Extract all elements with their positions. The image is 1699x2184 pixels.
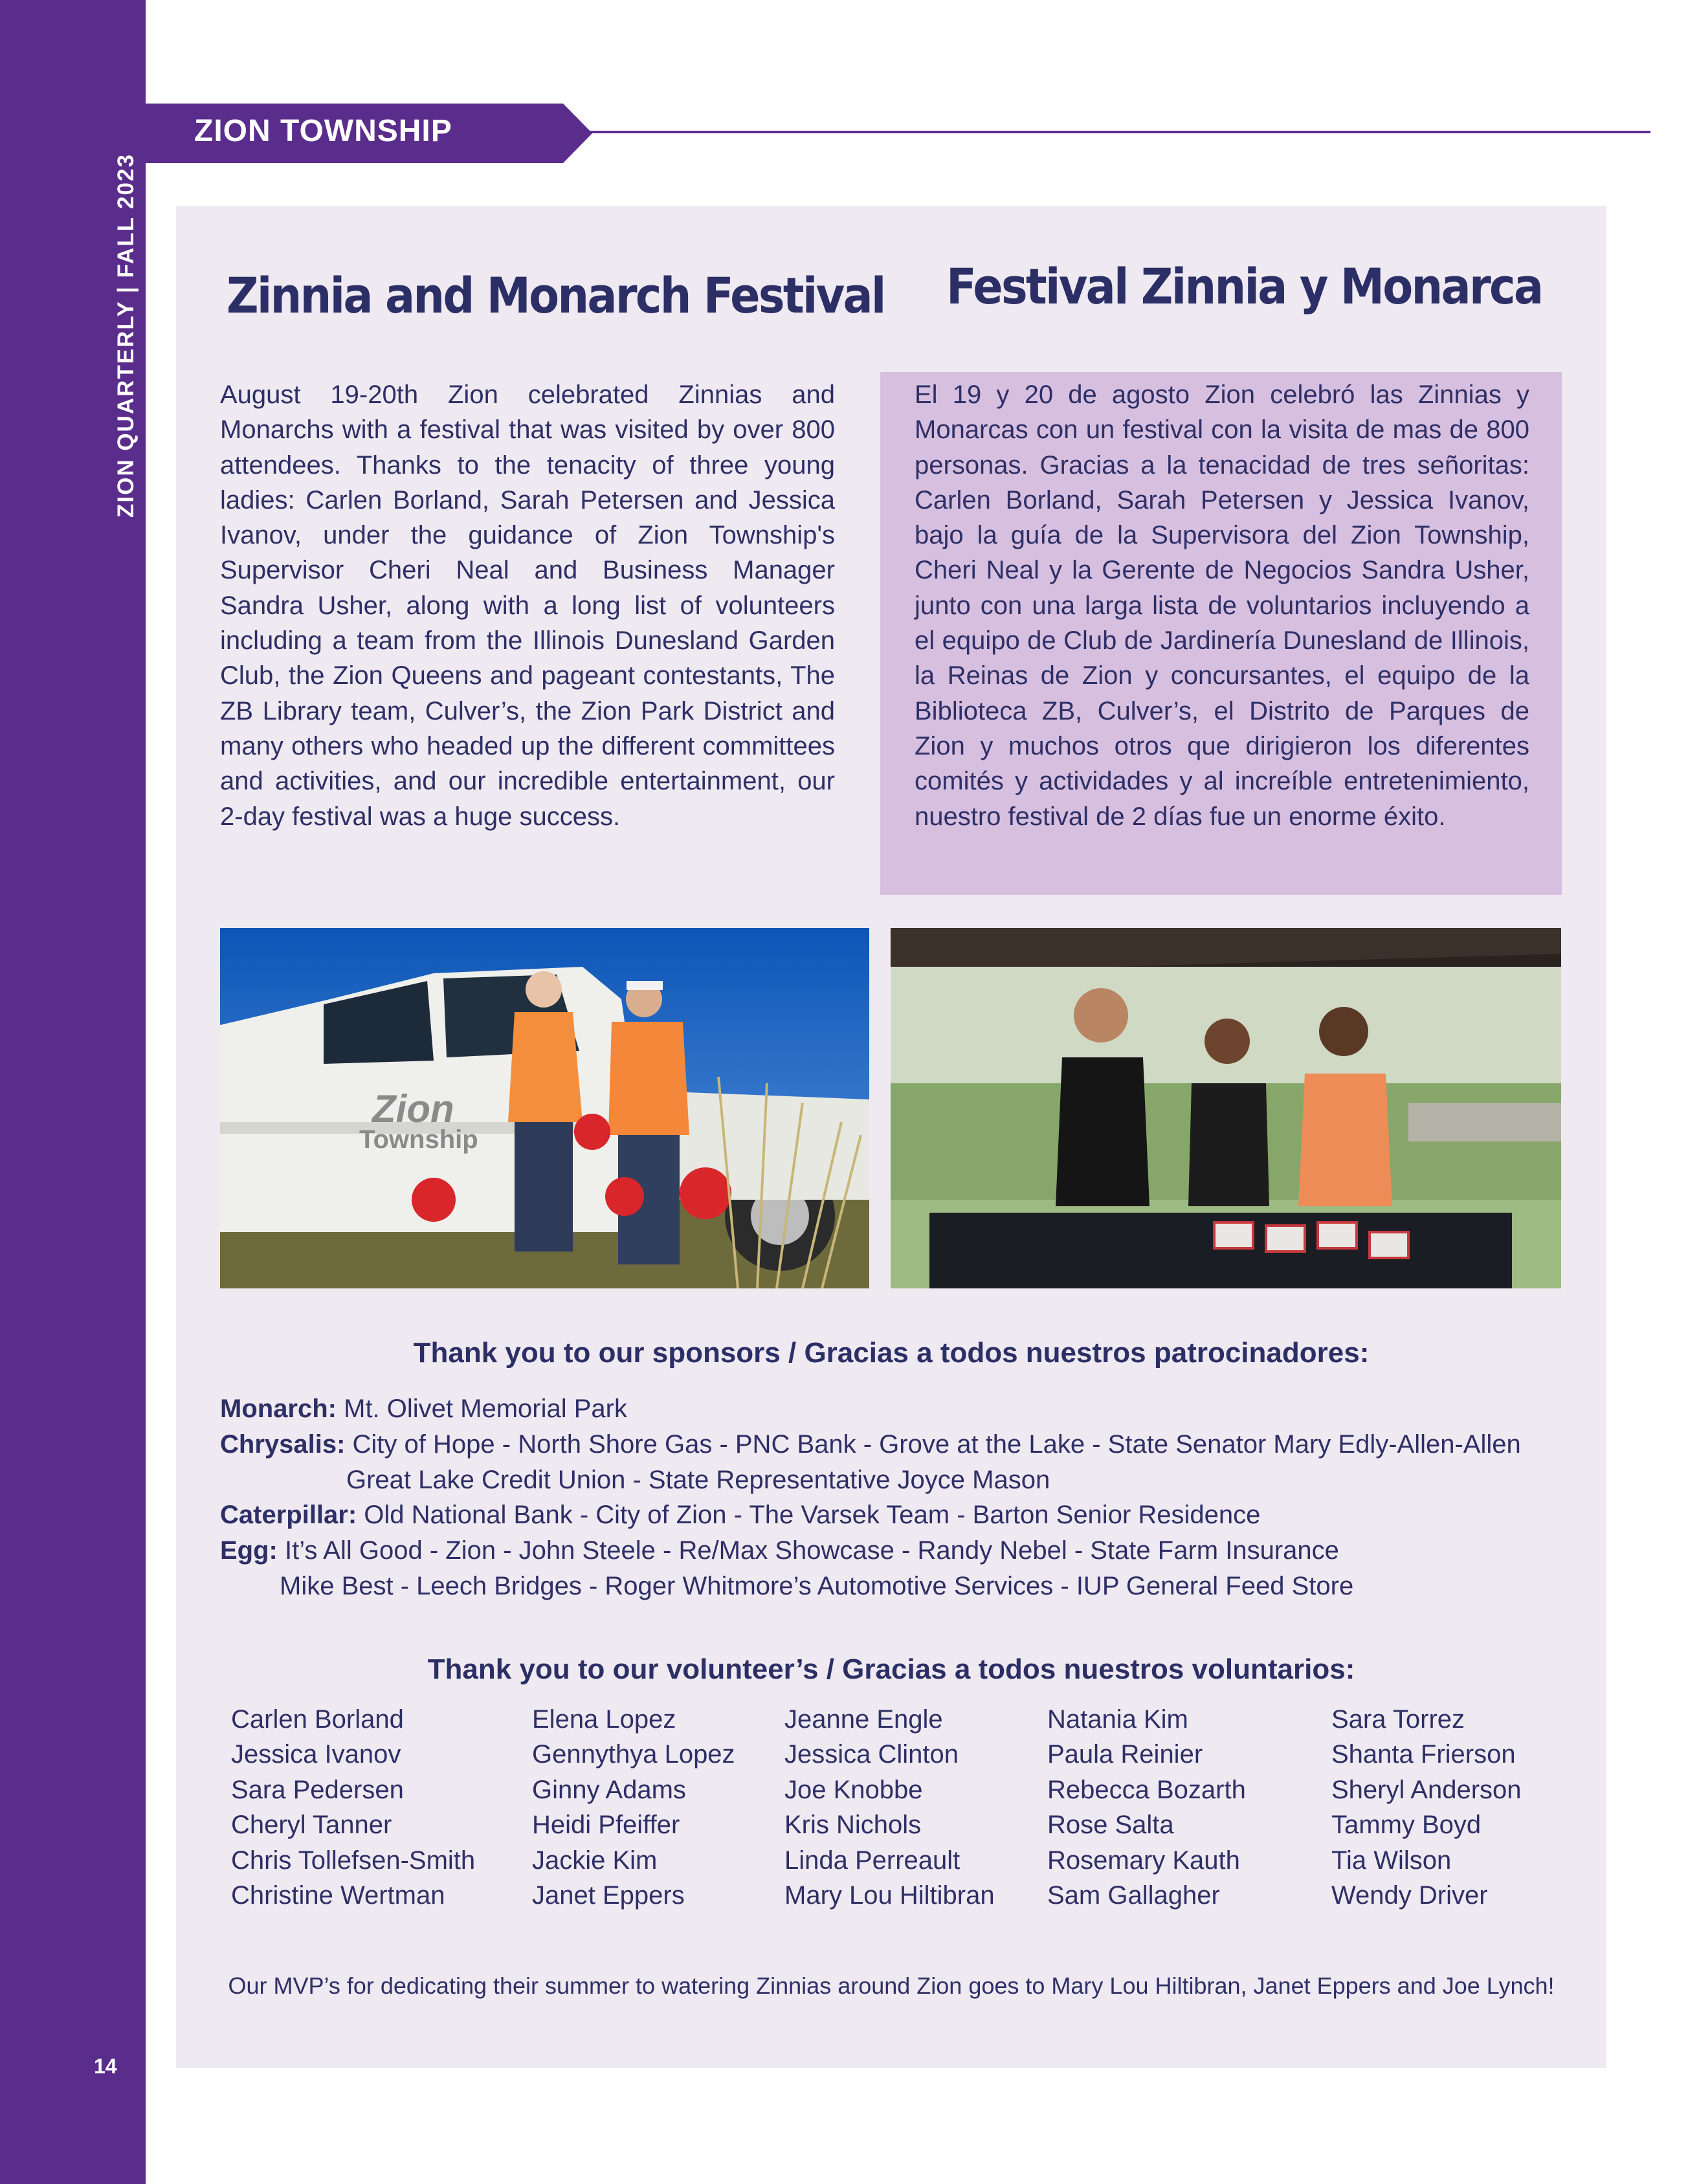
- sponsor-chrysalis-label: Chrysalis:: [220, 1430, 346, 1459]
- volunteer-name: Joe Knobbe: [784, 1775, 923, 1804]
- volunteer-name: Jessica Ivanov: [231, 1740, 401, 1769]
- volunteer-name: Jessica Clinton: [784, 1740, 959, 1769]
- volunteer-name: Rose Salta: [1047, 1811, 1174, 1840]
- truck-logo-zion: Zion: [372, 1087, 454, 1131]
- volunteer-name: Janet Eppers: [532, 1881, 685, 1910]
- volunteer-name: Sara Pedersen: [231, 1775, 404, 1804]
- sponsor-caterpillar: [220, 1501, 1260, 1530]
- volunteer-name: Rosemary Kauth: [1047, 1846, 1240, 1875]
- sponsor-chrysalis: [220, 1430, 1521, 1459]
- sponsor-egg-label: Egg:: [220, 1536, 278, 1565]
- sponsor-chrysalis-list-1: City of Hope - North Shore Gas - PNC Bank - Grove at the Lake - State Senator Mary Edly-Allen-Allen: [352, 1430, 1521, 1459]
- sponsor-chrysalis-list-2: Great Lake Credit Union - State Representative Joyce Mason: [346, 1466, 1050, 1494]
- volunteer-name: Chris Tollefsen-Smith: [231, 1846, 476, 1875]
- volunteer-name: Mary Lou Hiltibran: [784, 1881, 995, 1910]
- sponsor-monarch-label: Monarch:: [220, 1395, 337, 1423]
- volunteer-name: Ginny Adams: [532, 1775, 686, 1804]
- volunteer-name: Kris Nichols: [784, 1811, 922, 1840]
- volunteer-name: Elena Lopez: [532, 1705, 676, 1734]
- volunteer-name: Rebecca Bozarth: [1047, 1775, 1246, 1804]
- sponsor-caterpillar-list: Old National Bank - City of Zion - The Varsek Team - Barton Senior Residence: [364, 1501, 1261, 1529]
- sponsor-egg-list-2: Mike Best - Leech Bridges - Roger Whitmore’s Automotive Services - IUP General Feed Store: [280, 1572, 1354, 1600]
- publication-label: ZION QUARTERLY | FALL 2023: [113, 153, 139, 518]
- article-title-english: Zinnia and Monarch Festival: [227, 267, 885, 324]
- volunteer-column-2: [532, 1702, 735, 1913]
- sponsor-egg-list-1: It’s All Good - Zion - John Steele - Re/Max Showcase - Randy Nebel - State Farm Insurance: [285, 1536, 1339, 1565]
- volunteer-name: Jeanne Engle: [784, 1705, 943, 1734]
- volunteer-name: Sheryl Anderson: [1331, 1775, 1522, 1804]
- sponsor-monarch-list: Mt. Olivet Memorial Park: [344, 1395, 627, 1423]
- volunteer-name: Wendy Driver: [1331, 1881, 1488, 1910]
- volunteer-name: Gennythya Lopez: [532, 1740, 735, 1769]
- volunteer-name: Sara Torrez: [1331, 1705, 1465, 1734]
- festival-booth-photo: [891, 928, 1561, 1288]
- volunteer-name: Heidi Pfeiffer: [532, 1811, 680, 1840]
- header-rule: [589, 131, 1650, 133]
- volunteer-name: Paula Reinier: [1047, 1740, 1203, 1769]
- truck-volunteers-photo: [220, 928, 869, 1288]
- sponsor-caterpillar-label: Caterpillar:: [220, 1501, 357, 1529]
- volunteer-name: Tia Wilson: [1331, 1846, 1452, 1875]
- volunteers-heading: Thank you to our volunteer’s / Gracias a todos nuestros voluntarios:: [427, 1653, 1355, 1685]
- sponsor-egg: [220, 1536, 1339, 1565]
- article-title-spanish: Festival Zinnia y Monarca: [946, 258, 1542, 315]
- volunteer-name: Jackie Kim: [532, 1846, 658, 1875]
- sponsors-heading: Thank you to our sponsors / Gracias a todos nuestros patrocinadores:: [413, 1337, 1370, 1369]
- article-body-spanish: El 19 y 20 de agosto Zion celebró las Zinnias y Monarcas con un festival con la visita de mas de 800 personas. Gracias a la tenacidad de tres señoritas: Carlen Borland, Sarah Petersen y Jessica Ivanov, bajo la guía de la Supervisora del Zion Township, Cheri Neal y la Gerente de Negocios Sandra Usher, junto con una larga lista de voluntarios incluyendo a el equipo de Club de Jardinería Dunesland de Illinois, la Reinas de Zion y concursantes, el equipo de la Biblioteca ZB, Culver’s, el Distrito de Parques de Zion y muchos otros que dirigieron los diferentes comités y actividades y al increíble entretenimiento, nuestro festival de 2 días fue un enorme éxito.: [915, 381, 1529, 831]
- volunteer-name: Shanta Frierson: [1331, 1740, 1516, 1769]
- volunteer-name: Sam Gallagher: [1047, 1881, 1220, 1910]
- volunteer-name: Cheryl Tanner: [231, 1811, 392, 1840]
- volunteer-column-5: [1331, 1702, 1522, 1913]
- page-number: 14: [94, 2055, 117, 2078]
- volunteer-name: Tammy Boyd: [1331, 1811, 1482, 1840]
- volunteer-name: Linda Perreault: [784, 1846, 961, 1875]
- sponsor-monarch: [220, 1395, 627, 1424]
- volunteer-name: Christine Wertman: [231, 1881, 445, 1910]
- article-body-english: August 19-20th Zion celebrated Zinnias and Monarchs with a festival that was visited by over 800 attendees. Thanks to the tenacity of three young ladies: Carlen Borland, Sarah Petersen and Jessica Ivanov, under the guidance of Zion Township's Supervisor Cheri Neal and Business Manager Sandra Usher, along with a long list of volunteers including a team from the Illinois Dunesland Garden Club, the Zion Queens and pageant contestants, The ZB Library team, Culver’s, the Zion Park District and many others who headed up the different committees and activities, and our incredible entertainment, our 2-day festival was a huge success.: [220, 381, 835, 831]
- volunteer-column-4: [1047, 1702, 1246, 1913]
- volunteer-name: Natania Kim: [1047, 1705, 1188, 1734]
- volunteer-column-3: [784, 1702, 995, 1913]
- truck-logo-township: Township: [359, 1125, 478, 1154]
- mvp-note: Our MVP’s for dedicating their summer to watering Zinnias around Zion goes to Mary Lou Hiltibran, Janet Eppers and Joe Lynch!: [228, 1972, 1555, 1999]
- volunteer-name: Carlen Borland: [231, 1705, 404, 1734]
- section-title: ZION TOWNSHIP: [194, 114, 452, 148]
- volunteer-column-1: [231, 1702, 475, 1913]
